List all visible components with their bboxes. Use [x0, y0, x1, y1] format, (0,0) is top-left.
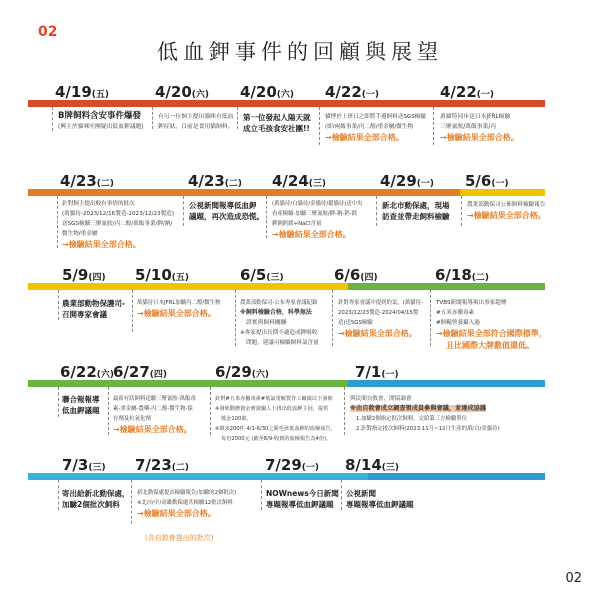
date-label: 7/1(一) — [355, 363, 399, 381]
event-central-test: (萬貓待/白貓待/金貓待/鬆貓待)送中央 看產檢驗-加驗三聚氰胺/鉀-鈉-鈣-鎂 鉀鈉鈣鎂+NaCl含量 →檢驗結果全部合格。 — [272, 201, 363, 239]
date-label: 7/3(三) — [62, 456, 106, 474]
date-label: 5/10(五) — [135, 266, 190, 284]
event-jfrl-test: 萬貓特同步送日本JFRL檢驗 三聚氰胺/萬飯事業/丙 →檢驗結果全部合格。 — [440, 114, 519, 142]
timeline-bar-row3-end — [348, 283, 545, 290]
event-expert-meeting: 農業部動物保護司- 召開專家會議 — [62, 299, 126, 319]
date-label: 4/23(二) — [60, 172, 115, 190]
timeline-bar-row3 — [28, 283, 348, 290]
event-second-owner: 有另一位飼主提出貓咪有低血 鉀症狀，目前是食用貓飼料。 — [158, 114, 234, 130]
timeline-bar-row5-end — [368, 473, 545, 480]
event-pts-feature: 公視新聞 專題報導低血鉀議題 — [346, 489, 414, 509]
date-label: 6/22(六) — [60, 363, 115, 381]
date-label: 5/9(四) — [62, 266, 106, 284]
self-help-batch-note: (含自救會提出的批次) — [145, 534, 214, 542]
timeline-bar-row2 — [28, 189, 460, 196]
event-meeting-record: 農業部動保司-公布專家會議紀錄 ※飼料檢驗合格，科學無法 證實與飼料關聯 ※專家提出長期不適造成鉀吸收 問題，建議可檢驗飼料氯含量 — [240, 300, 319, 346]
event-factory-announcement: 針對#五米赤黴毒素#低氯電解質作工廠做以下發佈 ※發佈動態資金實證關人士找出低血鉀主因，提供 獎金100萬。 ※徵求200件 4/1-6/30之間毛孩低血鉀的血檢報告， 每份2000元 (截至8/9-收到的血檢報告為4份)。 — [215, 396, 336, 442]
date-label: 4/19(五) — [55, 83, 110, 101]
date-label: 7/23(二) — [135, 456, 190, 474]
event-chloride-test: 針對專家會議中提到的氯，(萬貓待- 2023/12/23製造-2024/04/15製 造)送SGS檢驗 →檢驗結果全部合格。 — [338, 300, 423, 338]
event-community-founded: 第一位發起人陽天就 成立毛孩食安社團!! — [243, 113, 311, 133]
event-new-taipei-report: 新北動保處提出檢驗報告(加驗的2個批次) ※北/台中/高雄動保處共檢驗12批次飼料 →檢驗結果全部合格。 — [137, 490, 237, 518]
event-jfrl-additional: 萬貓待日本JFRL加驗丙二醇/微生物 →檢驗結果全部合格。 — [137, 300, 221, 318]
date-label: 8/14(三) — [345, 456, 400, 474]
event-batch-sgs-test: 針對飼主提出較有事情的批次 (萬貓待-2023/12/16製造-2023/12/23製造) 送SGS檢驗三聚氰胺/丙二醇/萬飯事業/鉀/鈉/ 微生物/重金屬 →檢驗結果全部合格。 — [62, 201, 175, 249]
connector-line — [58, 290, 59, 320]
date-label: 4/23(二) — [188, 172, 243, 190]
event-coordination-meeting: 與民間自救會，開協調會 ※由自救會成立調查領成員參與會議，並達成協議 1.加驗2個指定批次飼料，交給第三方檢驗單位 2.針對指定批次飼料(2023.11月~12月生產的萬/白/金貓待) — [350, 396, 500, 432]
page-number-bottom: 02 — [565, 571, 582, 586]
event-tvbs-news: TVBS新聞報導揭出事家超標 #五米赤黴毒素 #飼糧營養攝入過 →檢驗結果全部符合國際標準， 且比國際大牌數值還低。 — [436, 300, 547, 350]
event-b-brand-incident: B牌飼料含安事件爆發 (興主於貓咪吐團疑出低血鉀議題) — [58, 111, 144, 130]
timeline-bar-row4-end — [348, 380, 545, 387]
event-send-new-taipei: 寄出給新北動保處， 加驗2個批次飼料 — [62, 489, 130, 509]
date-label: 4/24(三) — [272, 172, 327, 190]
event-moa-report: 農業部動保司公佈飼料檢驗報告 →檢驗結果全部合格。 — [467, 202, 546, 220]
connector-line — [57, 196, 58, 248]
date-label: 6/18(二) — [435, 266, 490, 284]
connector-line — [433, 107, 434, 145]
date-label: 4/29(一) — [380, 172, 435, 190]
timeline-bar-row4 — [28, 380, 348, 387]
date-label: 4/22(一) — [325, 83, 380, 101]
connector-line — [152, 107, 153, 129]
event-udn-news: 聯合報報導 低血鉀議題 — [62, 395, 100, 415]
event-pts-news: 公視新聞報導低血鉀 議題，再次造成恐慌。 — [189, 201, 264, 221]
date-label: 6/27(四) — [113, 363, 168, 381]
date-label: 7/29(一) — [265, 456, 320, 474]
date-label: 4/22(一) — [440, 83, 495, 101]
connector-line — [58, 387, 59, 417]
date-label: 6/5(三) — [240, 266, 284, 284]
event-latest-feed-test: 最新有狀飼料送驗三聚氰胺-萬飯毒 素-重金屬-農藥-丙二醇-微生物-保 存劑及抗氧化劑 →檢驗結果全部合格。 — [113, 396, 196, 434]
timeline-bar-row1 — [28, 100, 545, 107]
date-label: 6/29(六) — [215, 363, 270, 381]
event-nownews: NOWnews今日新聞 專題報導低血鉀議題 — [266, 489, 339, 509]
event-sgs-test: 貓博於上班日之即將手邊飼料送SGS檢驗 (即/兩飯事業/丙二醇/重金屬/微生物 →檢驗結果全部合格。 — [325, 114, 426, 142]
date-label: 4/20(六) — [155, 83, 210, 101]
timeline-bar-row2-end — [460, 189, 545, 196]
page-number-top: 02 — [38, 24, 58, 40]
event-new-taipei-inspection: 新北市動保處，現場 訪查並帶走飼料檢驗 — [382, 201, 450, 221]
connector-line — [58, 480, 59, 510]
date-label: 5/6(一) — [465, 172, 509, 190]
date-label: 6/6(四) — [334, 266, 378, 284]
connector-line — [52, 107, 53, 131]
date-label: 4/20(六) — [240, 83, 295, 101]
page-title: 低血鉀事件的回顧與展望 — [157, 40, 443, 64]
timeline-bar-row5 — [28, 473, 368, 480]
